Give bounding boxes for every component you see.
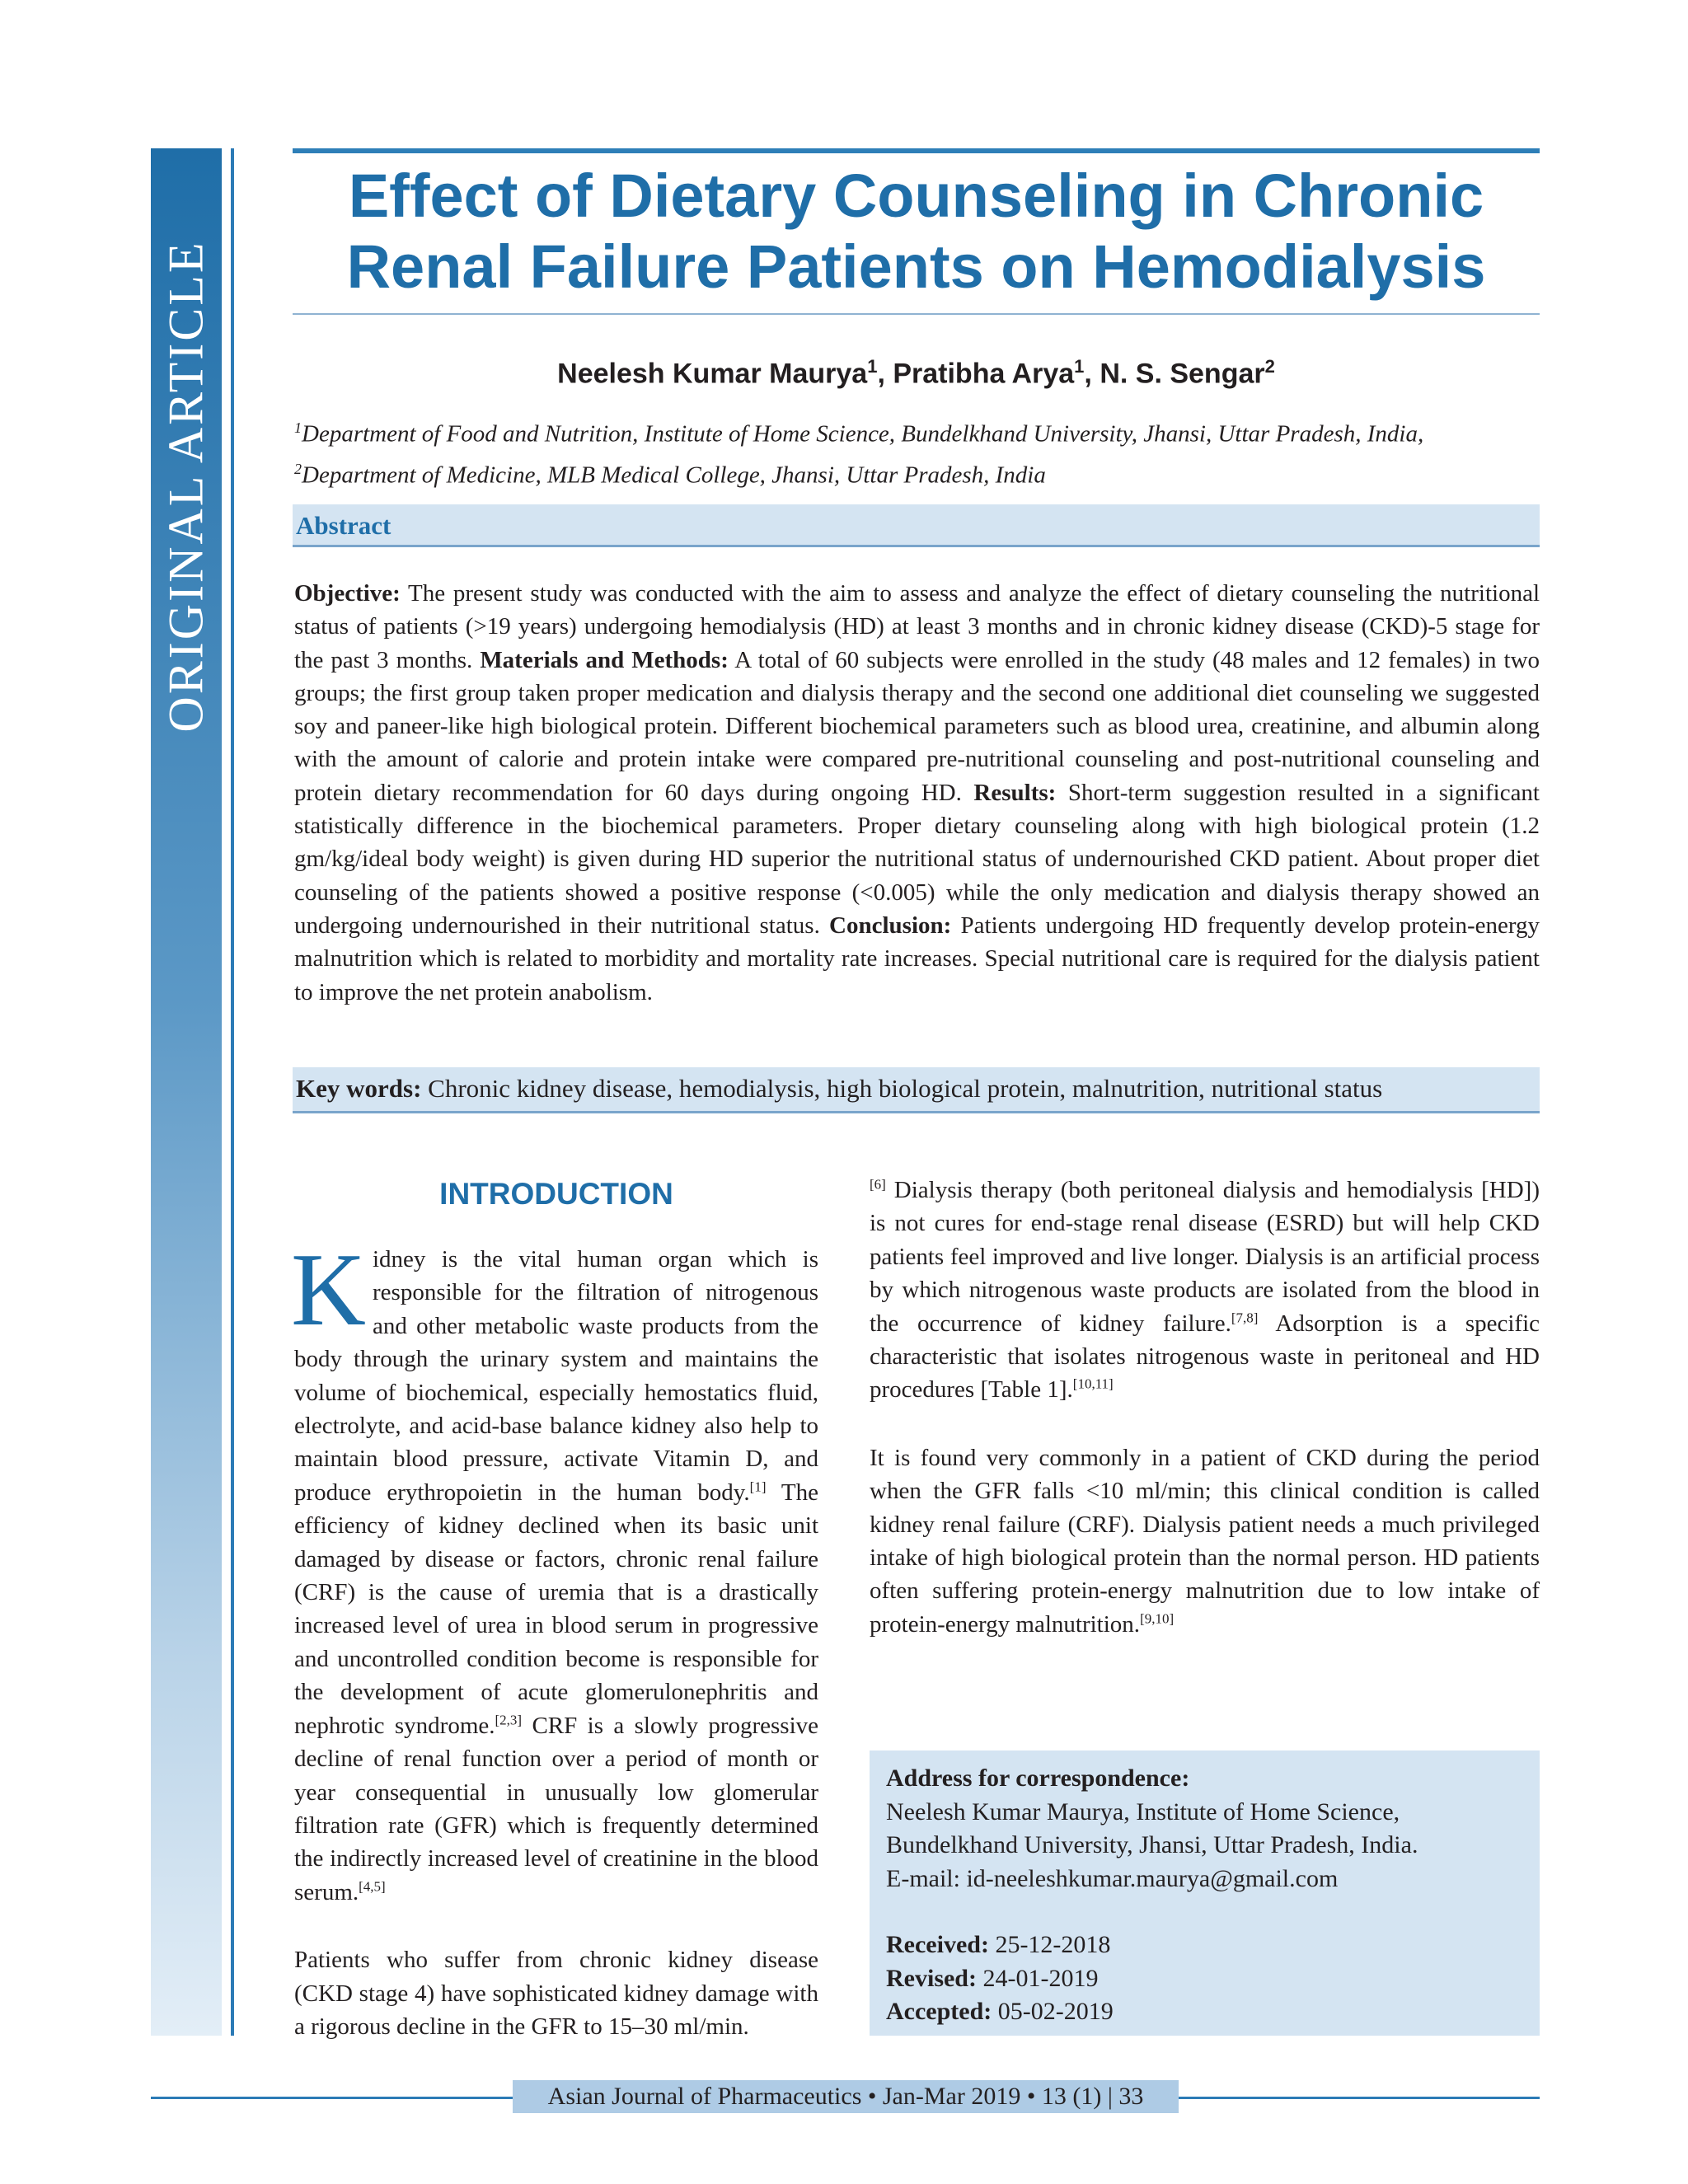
paragraph-text: CRF is a slowly progressive decline of renal function over a period of month or year consequential in unusually low glomerular filtration rate (GFR) which is frequently determined the indirectly increased level of creatinine in the blood serum.	[294, 1712, 818, 1905]
accepted-label: Accepted:	[886, 1998, 992, 2025]
right-column	[870, 1174, 1540, 1641]
article-title	[293, 161, 1540, 302]
revised-label: Revised:	[886, 1964, 977, 1992]
author-separator: ,	[1084, 358, 1100, 390]
intro-paragraph-2	[294, 1943, 818, 2043]
citation: [7,8]	[1231, 1309, 1259, 1325]
objective-label: Objective:	[294, 580, 401, 607]
abstract-heading: Abstract	[296, 511, 392, 540]
affiliation-2: Department of Medicine, MLB Medical College, Jhansi, Uttar Pradesh, India	[302, 462, 1046, 489]
keywords-label: Key words:	[296, 1074, 422, 1103]
author-affiliation-mark: 2	[1264, 356, 1275, 377]
introduction-heading: INTRODUCTION	[439, 1177, 673, 1211]
citation: [1]	[749, 1479, 767, 1495]
paragraph-text: The efficiency of kidney declined when its basic unit damaged by disease or factors, chronic renal failure (CRF) is the cause of uremia that is a drastically increased level of urea in blood serum in progressive and uncontrolled condition become is responsible for the development of acute glomerulonephritis and nephrotic syndrome.	[294, 1479, 819, 1739]
methods-text: A total of 60 subjects were enrolled in the study (48 males and 12 females) in two groups; the first group taken proper medication and dialysis therapy and the second one additional diet counseling we suggested soy and paneer-like high biological protein. Different biochemical parameters such as blood urea, creatinine, and albumin along with the amount of calorie and protein intake were compared pre-nutritional counseling and post-nutritional counseling and protein dietary recommendation for 60 days during ongoing HD.	[294, 646, 1540, 806]
author-name: Pratibha Arya	[893, 358, 1075, 390]
author-affiliation-mark: 1	[867, 356, 878, 377]
intro-paragraph-2-continued	[870, 1174, 1540, 1407]
title-line-1: Effect of Dietary Counseling in Chronic	[348, 162, 1484, 230]
received-label: Received:	[886, 1931, 989, 1958]
keywords-text: Chronic kidney disease, hemodialysis, high biological protein, malnutrition, nutritional status	[421, 1074, 1383, 1103]
sidebar-rule	[231, 148, 234, 2036]
conclusion-text: Patients undergoing HD frequently develop protein-energy malnutrition which is related to morbidity and mortality rate increases. Special nutritional care is required for the dialysis patient to improve the net protein anabolism.	[294, 912, 1540, 1005]
author-name: N. S. Sengar	[1100, 358, 1265, 390]
methods-label: Materials and Methods:	[480, 646, 729, 673]
received-date: 25-12-2018	[988, 1931, 1111, 1958]
author-affiliation-mark: 1	[1074, 356, 1085, 377]
abstract-body	[294, 577, 1540, 1009]
left-column	[291, 1233, 819, 2043]
abstract-heading-bar	[293, 504, 1540, 547]
results-text: Short-term suggestion resulted in a significant statistically difference in the biochemical parameters. Proper dietary counseling along with high biological protein (1.2 gm/kg/ideal body weight) is given during HD superior the nutritional status of undernourished CKD patient. About proper diet counseling of the patients showed a positive response (<0.005) while the only medication and dialysis therapy showed an undergoing undernourished in their nutritional status.	[294, 779, 1540, 939]
title-line-2: Renal Failure Patients on Hemodialysis	[346, 232, 1486, 301]
footer-rule-right	[1179, 2097, 1540, 2099]
author-separator: ,	[877, 358, 893, 390]
accepted-date: 05-02-2019	[992, 1998, 1114, 2025]
citation: [2,3]	[495, 1712, 523, 1728]
objective-text: The present study was conducted with the aim to assess and analyze the effect of dietary counseling the nutritional status of patients (>19 years) undergoing hemodialysis (HD) at least 3 months and in chronic kidney disease (CKD)-5 stage for the past 3 months.	[294, 580, 1540, 673]
drop-cap: K	[291, 1233, 366, 1347]
conclusion-label: Conclusion:	[829, 912, 952, 939]
paragraph-text: It is found very commonly in a patient of CKD during the period when the GFR falls <10 ml/min; this clinical condition is called kidney renal failure (CRF). Dialysis patient needs a much privileged intake of high biological protein than the normal person. HD patients often suffering protein-energy malnutrition due to low intake of protein-energy malnutrition.	[870, 1444, 1540, 1638]
title-top-rule	[293, 148, 1540, 153]
paragraph-text: idney is the vital human organ which is responsible for the filtration of nitrogenous and other metabolic waste products from the body through the urinary system and maintains the volume of biochemical, especially hemostatics fluid, electrolyte, and acid-base balance kidney also help to maintain blood pressure, activate Vitamin D, and produce erythropoietin in the human body.	[294, 1246, 818, 1506]
affiliation-mark: 1	[294, 419, 302, 436]
paragraph-text: Adsorption is a specific characteristic that isolates nitrogenous waste in peritoneal and HD procedures [Table 1].	[870, 1310, 1540, 1404]
citation: [4,5]	[359, 1878, 386, 1895]
revised-date: 24-01-2019	[976, 1964, 1099, 1992]
citation: [9,10]	[1140, 1610, 1175, 1627]
affiliations	[294, 410, 1541, 492]
intro-paragraph-3	[870, 1441, 1540, 1641]
title-bottom-rule	[293, 313, 1540, 315]
results-label: Results:	[973, 779, 1057, 806]
correspondence-heading: Address for correspondence:	[886, 1765, 1190, 1792]
author-list	[293, 356, 1540, 390]
author-name: Neelesh Kumar Maurya	[557, 358, 868, 390]
intro-paragraph-1	[291, 1233, 819, 1909]
paragraph-text: Dialysis therapy (both peritoneal dialysis and hemodialysis [HD]) is not cures for end-stage renal disease (ESRD) but will help CKD patients feel improved and live longer. Dialysis is an artificial process by which nitrogenous waste products are isolated from the blood in the occurrence of kidney failure.	[870, 1177, 1540, 1337]
citation: [6]	[870, 1176, 886, 1193]
footer-rule-left	[151, 2097, 513, 2099]
citation: [10,11]	[1072, 1376, 1114, 1392]
affiliation-1: Department of Food and Nutrition, Institute of Home Science, Bundelkhand University, Jhansi, Uttar Pradesh, India,	[302, 420, 1424, 448]
keywords-bar	[293, 1067, 1540, 1113]
paragraph-text: Patients who suffer from chronic kidney disease (CKD stage 4) have sophisticated kidney damage with a rigorous decline in the GFR to 15–30 ml/min.	[294, 1947, 818, 2040]
article-type-label: ORIGINAL ARTICLE	[158, 240, 213, 733]
affiliation-mark: 2	[294, 460, 302, 477]
correspondence-box	[870, 1750, 1540, 2036]
correspondence-line: Bundelkhand University, Jhansi, Uttar Pradesh, India.	[886, 1831, 1418, 1858]
journal-footer: Asian Journal of Pharmaceutics • Jan-Mar 2019 • 13 (1) | 33	[513, 2080, 1179, 2113]
correspondence-email[interactable]: E-mail: id-neeleshkumar.maurya@gmail.com	[886, 1864, 1339, 1892]
correspondence-line: Neelesh Kumar Maurya, Institute of Home Science,	[886, 1797, 1400, 1825]
